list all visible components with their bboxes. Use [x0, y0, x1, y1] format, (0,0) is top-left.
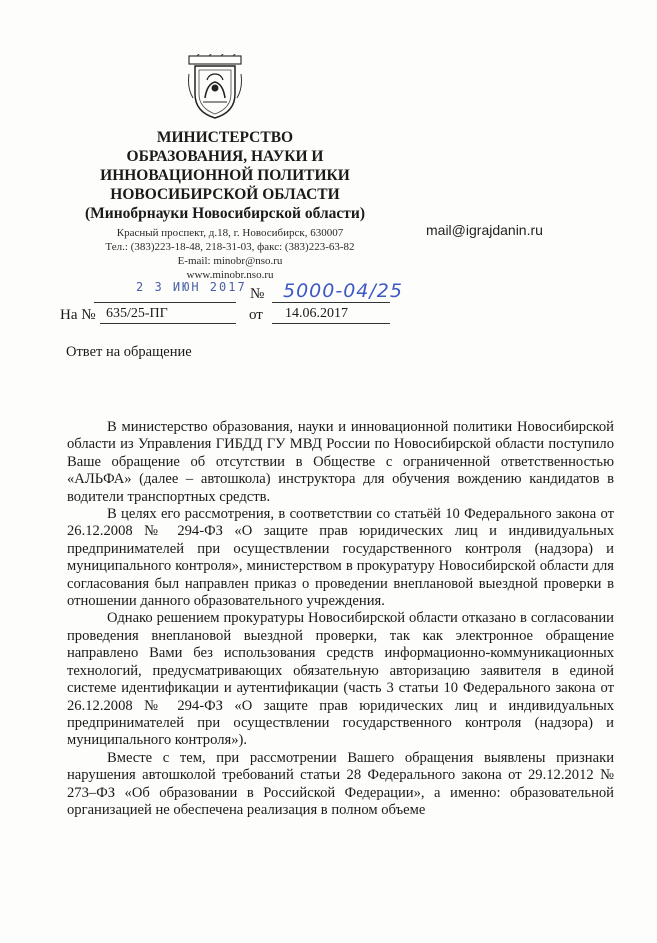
- outgoing-number-label: №: [250, 286, 265, 302]
- website: www.minobr.nso.ru: [186, 269, 274, 281]
- registration-stamp-date: 2 3 ИЮН 2017: [136, 279, 247, 295]
- ministry-line: ИННОВАЦИОННОЙ ПОЛИТИКИ: [100, 167, 350, 184]
- ministry-contacts: [70, 226, 390, 282]
- ministry-short-name: (Минобрнауки Новосибирской области): [84, 205, 365, 222]
- reference-date-underline: [272, 323, 390, 324]
- body-paragraph: Однако решением прокуратуры Новосибирской области отказано в согласовании проведения внеплановой выездной проверки, так как электронное обращение направлено Вами без использования средств информационно-коммуникационных технологий, предусматривающих обязательную авторизацию заявителя в единой системе идентификации и аутентификации (часть 3 статьи 10 Федерального закона от 26.12.2008 № 294-ФЗ «О защите прав юридических лиц и индивидуальных предпринимателей при осуществлении государственного контроля (надзора) и муниципального контроля»).: [67, 610, 614, 749]
- reference-number-underline: [100, 323, 236, 324]
- body-paragraph: В министерство образования, науки и инновационной политики Новосибирской области из Управления ГИБДД ГУ МВД России по Новосибирской области поступило Ваше обращение об отсутствии в Обществе с ограниченной ответственностью «АЛЬФА» (далее – автошкола) инструктора для обучения вождению кандидатов в водители транспортных средств.: [67, 419, 614, 505]
- outgoing-number: 5000-04/25: [283, 280, 403, 302]
- reference-date-label: от: [249, 307, 263, 323]
- recipient-email: mail@igrajdanin.ru: [426, 222, 543, 238]
- phones: Тел.: (383)223-18-48, 218-31-03, факс: (383)223-63-82: [105, 241, 355, 253]
- reference-number: 635/25-ПГ: [106, 306, 168, 321]
- ministry-name: [75, 128, 375, 223]
- ministry-line: НОВОСИБИРСКОЙ ОБЛАСТИ: [110, 186, 340, 203]
- reference-label: На №: [60, 307, 96, 323]
- ministry-line: ОБРАЗОВАНИЯ, НАУКИ И: [126, 148, 324, 165]
- coat-of-arms-icon: [187, 54, 243, 120]
- ministry-line: МИНИСТЕРСТВО: [156, 129, 294, 146]
- reference-date: 14.06.2017: [285, 306, 348, 321]
- letter-subject: Ответ на обращение: [66, 344, 192, 360]
- address: Красный проспект, д.18, г. Новосибирск, 630007: [116, 227, 344, 239]
- email: E-mail: minobr@nso.ru: [177, 255, 283, 267]
- body-paragraph: В целях его рассмотрения, в соответствии со статьёй 10 Федерального закона от 26.12.2008 № 294-ФЗ «О защите прав юридических лиц и индивидуальных предпринимателей при осуществлении государственного контроля (надзора) и муниципального контроля», министерством в прокуратуру Новосибирской области для согласования был направлен приказ о проведении внеплановой выездной проверки в отношении данного образовательного учреждения.: [67, 506, 614, 610]
- letter-body: [67, 419, 614, 819]
- body-paragraph: Вместе с тем, при рассмотрении Вашего обращения выявлены признаки нарушения автошколой требований статьи 28 Федерального закона от 29.12.2012 № 273–ФЗ «Об образовании в Российской Федерации», а именно: образовательной организацией не обеспечена реализация в полном объеме: [67, 749, 614, 818]
- outgoing-number-underline: [272, 302, 390, 303]
- stamp-date-underline: [94, 302, 236, 303]
